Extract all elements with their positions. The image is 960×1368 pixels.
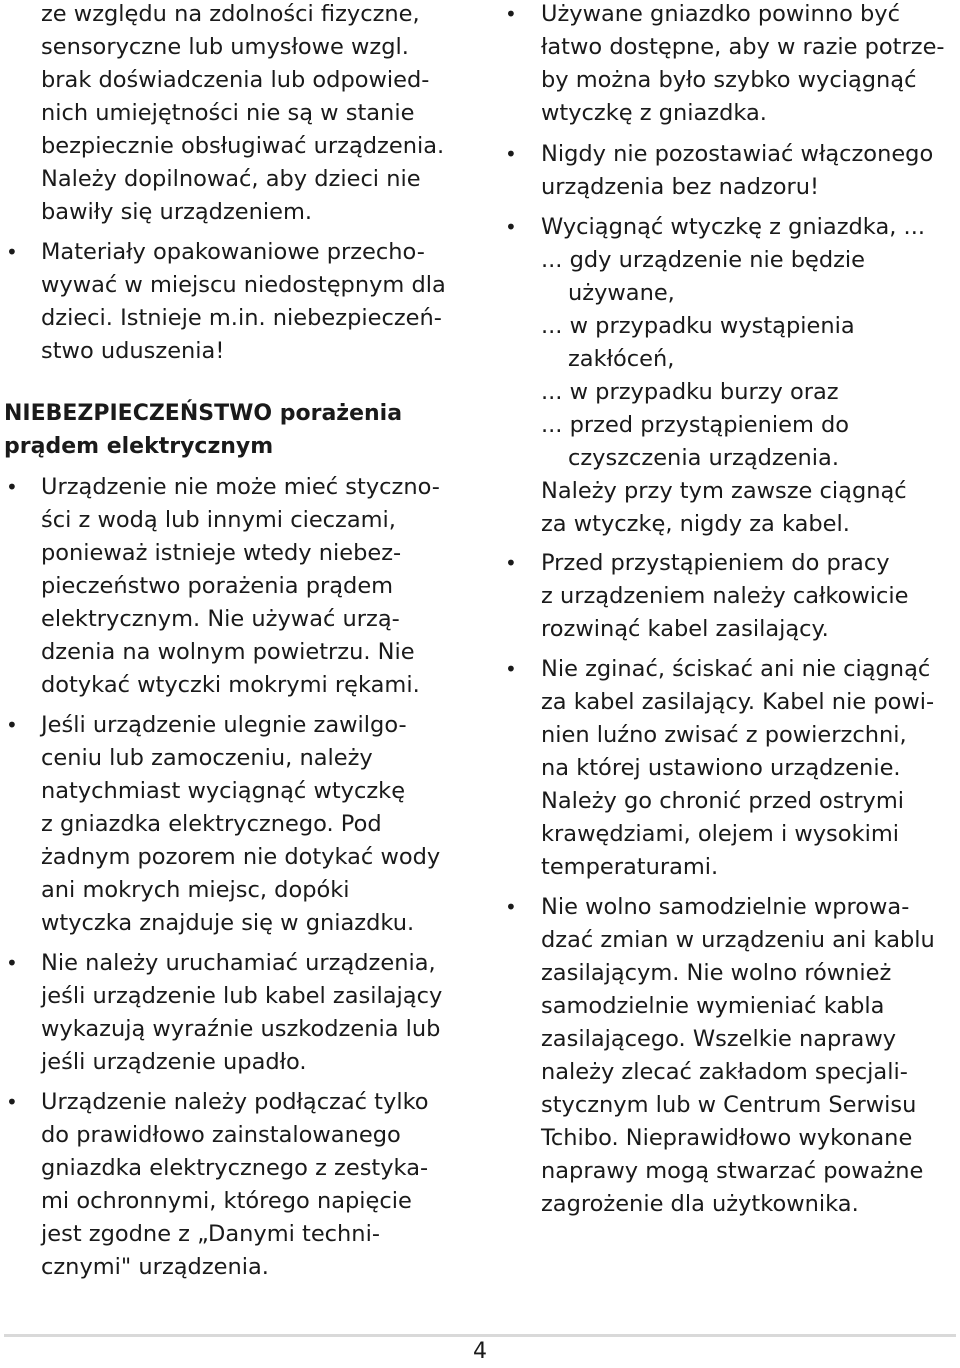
text-line: Tchibo. Nieprawidłowo wykonane	[541, 1125, 913, 1151]
text-line: gniazdka elektrycznego z zestyka-	[41, 1155, 429, 1181]
text-line: zasilającego. Wszelkie naprawy	[541, 1026, 897, 1052]
text-line: mi ochronnymi, którego napięcie	[41, 1188, 412, 1214]
text-line: samodzielnie wymieniać kabla	[541, 993, 885, 1019]
text-line: Należy dopilnować, aby dzieci nie	[41, 166, 421, 192]
text-line: ze względu na zdolności fizyczne,	[41, 1, 420, 27]
text-line: łatwo dostępne, aby w razie potrze-	[541, 34, 945, 60]
text-line: ceniu lub zamoczeniu, należy	[41, 745, 373, 771]
text-line: cznymi" urządzenia.	[41, 1254, 269, 1280]
text-line: dotykać wtyczki mokrymi rękami.	[41, 672, 420, 698]
text-line: używane,	[568, 280, 675, 306]
text-line: żadnym pozorem nie dotykać wody	[41, 844, 441, 870]
text-line: Należy go chronić przed ostrymi	[541, 788, 905, 814]
text-line: elektrycznym. Nie używać urzą-	[41, 606, 400, 632]
text-line: Nie wolno samodzielnie wprowa-	[541, 894, 910, 920]
text-line: krawędziami, olejem i wysokimi	[541, 821, 900, 847]
text-line: Wyciągnąć wtyczkę z gniazdka, ...	[541, 214, 925, 240]
text-line: z gniazdka elektrycznego. Pod	[41, 811, 382, 837]
text-line: ponieważ istnieje wtedy niebez-	[41, 540, 402, 566]
bullet-icon: •	[6, 475, 18, 499]
bullet-icon: •	[505, 142, 517, 166]
bullet-icon: •	[6, 240, 18, 264]
bullet-icon: •	[505, 215, 517, 239]
section-heading: NIEBEZPIECZEŃSTWO porażenia	[4, 401, 403, 426]
text-line: zagrożenie dla użytkownika.	[541, 1191, 859, 1217]
text-line: z urządzeniem należy całkowicie	[541, 583, 909, 609]
text-line: do prawidłowo zainstalowanego	[41, 1122, 401, 1148]
text-line: naprawy mogą stwarzać poważne	[541, 1158, 924, 1184]
text-line: ... gdy urządzenie nie będzie	[541, 247, 866, 273]
bullet-icon: •	[6, 713, 18, 737]
text-line: sensoryczne lub umysłowe wzgl.	[41, 34, 409, 60]
text-line: nien luźno zwisać z powierzchni,	[541, 722, 907, 748]
text-line: Używane gniazdko powinno być	[541, 1, 900, 27]
bullet-icon: •	[505, 2, 517, 26]
text-line: wtyczkę z gniazdka.	[541, 100, 767, 126]
text-line: jeśli urządzenie upadło.	[41, 1049, 307, 1075]
text-line: brak doświadczenia lub odpowied-	[41, 67, 430, 93]
text-line: ści z wodą lub innymi cieczami,	[41, 507, 396, 533]
bullet-icon: •	[6, 1090, 18, 1114]
text-line: bawiły się urządzeniem.	[41, 199, 313, 225]
text-line: rozwinąć kabel zasilający.	[541, 616, 829, 642]
text-line: Nigdy nie pozostawiać włączonego	[541, 141, 934, 167]
text-line: nich umiejętności nie są w stanie	[41, 100, 415, 126]
text-line: Nie należy uruchamiać urządzenia,	[41, 950, 436, 976]
text-line: czyszczenia urządzenia.	[568, 445, 839, 471]
text-line: natychmiast wyciągnąć wtyczkę	[41, 778, 406, 804]
bullet-icon: •	[505, 551, 517, 575]
page-number: 4	[473, 1339, 487, 1364]
text-line: Przed przystąpieniem do pracy	[541, 550, 890, 576]
text-line: dzieci. Istnieje m.in. niebezpieczeń-	[41, 305, 442, 331]
text-line: Jeśli urządzenie ulegnie zawilgo-	[41, 712, 407, 738]
text-line: za kabel zasilający. Kabel nie powi-	[541, 689, 935, 715]
text-line: zasilającym. Nie wolno również	[541, 960, 892, 986]
text-line: Urządzenie nie może mieć styczno-	[41, 474, 440, 500]
section-heading: prądem elektrycznym	[4, 434, 274, 459]
text-line: urządzenia bez nadzoru!	[541, 174, 820, 200]
text-line: ... w przypadku wystąpienia	[541, 313, 855, 339]
text-line: wykazują wyraźnie uszkodzenia lub	[41, 1016, 441, 1042]
text-line: Nie zginać, ściskać ani nie ciągnąć	[541, 656, 931, 682]
text-line: ... w przypadku burzy oraz	[541, 379, 839, 405]
text-line: dzenia na wolnym powietrzu. Nie	[41, 639, 415, 665]
text-line: na której ustawiono urządzenie.	[541, 755, 901, 781]
bullet-icon: •	[505, 657, 517, 681]
text-line: temperaturami.	[541, 854, 719, 880]
text-line: by można było szybko wyciągnąć	[541, 67, 917, 93]
text-line: bezpiecznie obsługiwać urządzenia.	[41, 133, 445, 159]
bullet-icon: •	[6, 951, 18, 975]
text-line: wywać w miejscu niedostępnym dla	[41, 272, 446, 298]
text-line: dzać zmian w urządzeniu ani kablu	[541, 927, 935, 953]
text-line: Materiały opakowaniowe przecho-	[41, 239, 425, 265]
bullet-icon: •	[505, 895, 517, 919]
text-line: wtyczka znajduje się w gniazdku.	[41, 910, 415, 936]
text-line: stycznym lub w Centrum Serwisu	[541, 1092, 917, 1118]
text-line: ... przed przystąpieniem do	[541, 412, 850, 438]
text-line: jeśli urządzenie lub kabel zasilający	[41, 983, 443, 1009]
text-line: Należy przy tym zawsze ciągnąć	[541, 478, 907, 504]
text-line: pieczeństwo porażenia prądem	[41, 573, 394, 599]
text-line: jest zgodne z „Danymi techni-	[41, 1221, 380, 1247]
text-line: ani mokrych miejsc, dopóki	[41, 877, 350, 903]
text-line: stwo uduszenia!	[41, 338, 225, 364]
text-line: Urządzenie należy podłączać tylko	[41, 1089, 429, 1115]
text-line: zakłóceń,	[568, 346, 675, 372]
text-line: należy zlecać zakładom specjali-	[541, 1059, 908, 1085]
text-line: za wtyczkę, nigdy za kabel.	[541, 511, 850, 537]
